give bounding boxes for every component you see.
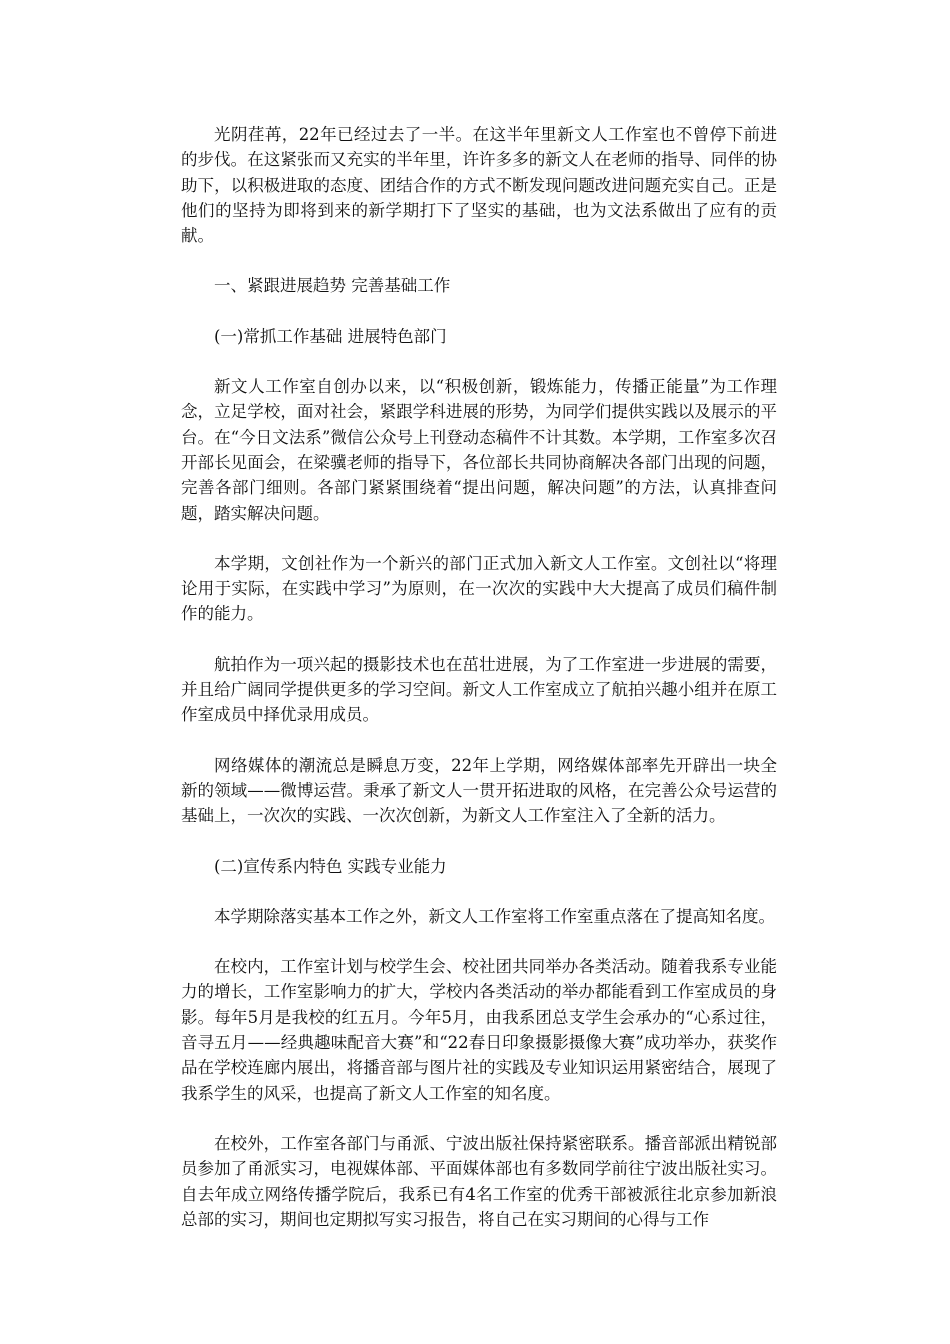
document-page [181, 122, 777, 1232]
section-heading-1: 一、紧跟进展趋势 完善基础工作 [214, 276, 451, 296]
paragraph-wenchuang: 本学期，文创社作为一个新兴的部门正式加入新文人工作室。文创社以“将理论用于实际，在实践中学习”为原则，在一次次的实践中大大提高了成员们稿件制作的能力。 [181, 553, 777, 624]
paragraph-studio-overview: 新文人工作室自创办以来，以“积极创新，锻炼能力，传播正能量”为工作理念，立足学校，面对社会，紧跟学科进展的形势，为同学们提供实践以及展示的平台。在“今日文法系”微信公众号上刊登动态稿件不计其数。本学期，工作室多次召开部长见面会，在梁骥老师的指导下，各位部长共同协商解决各部门出现的问题，完善各部门细则。各部门紧紧围绕着“提出问题，解决问题”的方法，认真排查问题，踏实解决问题。 [181, 377, 777, 523]
paragraph-on-campus: 在校内，工作室计划与校学生会、校社团共同举办各类活动。随着我系专业能力的增长，工作室影响力的扩大，学校内各类活动的举办都能看到工作室成员的身影。每年5月是我校的红五月。今年5月，由我系团总支学生会承办的“心系过往，音寻五月——经典趣味配音大赛”和“22春日印象摄影摄像大赛”成功举办，获奖作品在学校连廊内展出，将播音部与图片社的实践及专业知识运用紧密结合，展现了我系学生的风采，也提高了新文人工作室的知名度。 [181, 957, 777, 1103]
paragraph-visibility: 本学期除落实基本工作之外，新文人工作室将工作室重点落在了提高知名度。 [214, 906, 775, 926]
paragraph-network-media: 网络媒体的潮流总是瞬息万变，22年上学期，网络媒体部率先开辟出一块全新的领域——微博运营。秉承了新文人一贯开拓进取的风格，在完善公众号运营的基础上，一次次的实践、一次次创新，为新文人工作室注入了全新的活力。 [181, 755, 777, 826]
paragraph-aerial: 航拍作为一项兴起的摄影技术也在茁壮进展，为了工作室进一步进展的需要，并且给广阔同学提供更多的学习空间。新文人工作室成立了航拍兴趣小组并在原工作室成员中择优录用成员。 [181, 654, 777, 725]
paragraph-off-campus: 在校外，工作室各部门与甬派、宁波出版社保持紧密联系。播音部派出精锐部员参加了甬派实习，电视媒体部、平面媒体部也有多数同学前往宁波出版社实习。自去年成立网络传播学院后，我系已有4名工作室的优秀干部被派往北京参加新浪总部的实习，期间也定期拟写实习报告，将自己在实习期间的心得与工作 [181, 1133, 777, 1229]
subsection-heading-1: (一)常抓工作基础 进展特色部门 [214, 326, 447, 346]
paragraph-intro: 光阴荏苒，22年已经过去了一半。在这半年里新文人工作室也不曾停下前进的步伐。在这紧张而又充实的半年里，许许多多的新文人在老师的指导、同伴的协助下，以积极进取的态度、团结合作的方式不断发现问题改进问题充实自己。正是他们的坚持为即将到来的新学期打下了坚实的基础，也为文法系做出了应有的贡献。 [181, 125, 777, 246]
subsection-heading-2: (二)宣传系内特色 实践专业能力 [214, 856, 447, 876]
